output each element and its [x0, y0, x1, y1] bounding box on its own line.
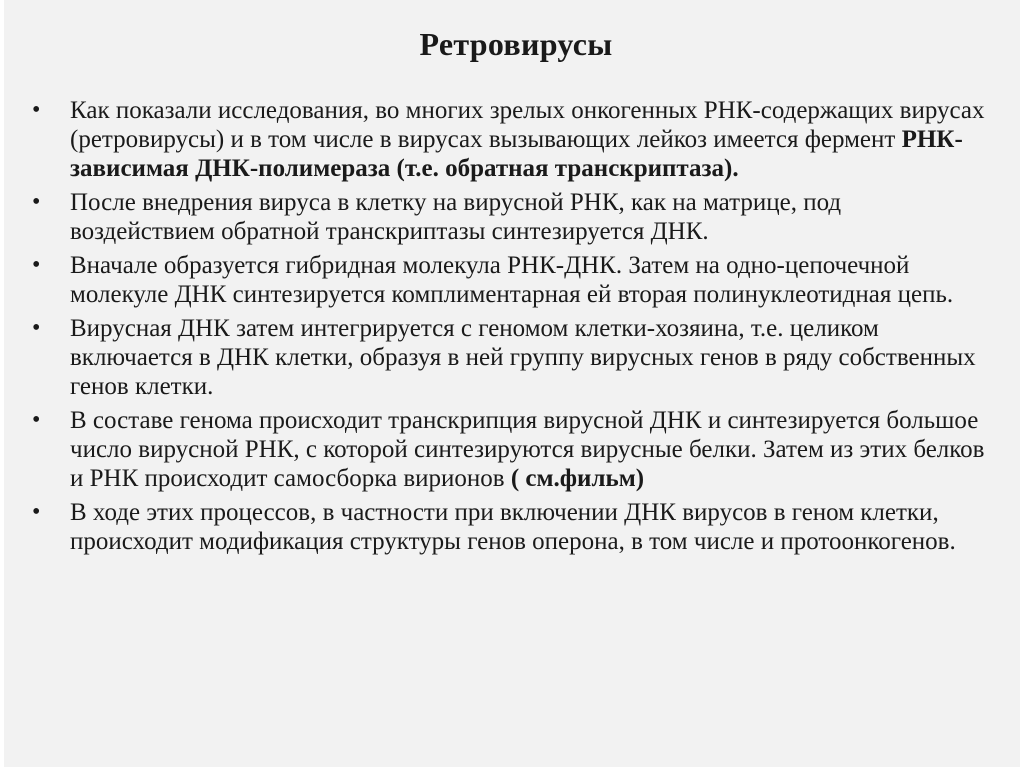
slide-title: Ретровирусы: [419, 26, 613, 62]
bullet-dot-icon: •: [32, 252, 41, 278]
bullet-list: [32, 96, 992, 561]
bullet-text: Вначале образуется гибридная молекула РНК-ДНК. Затем на одно-цепочечной молекуле ДНК синтезируется комплиментарная ей вторая полинуклеотидная цепь.: [70, 252, 954, 308]
bullet-text: Вирусная ДНК затем интегрируется с геномом клетки-хозяина, т.е. целиком включается в ДНК клетки, образуя в ней группу вирусных генов в ряду собственных генов клетки.: [70, 315, 976, 400]
bullet-item: [32, 96, 992, 183]
bullet-dot-icon: •: [32, 189, 41, 215]
bullet-item: [32, 314, 992, 401]
bullet-text: В составе генома происходит транскрипция вирусной ДНК и синтезируется большое число вирусной РНК, с которой синтезируются вирусные белки. Затем из этих белков и РНК происходит самосборка вирионов: [70, 407, 985, 492]
bullet-dot-icon: •: [32, 407, 41, 433]
bullet-dot-icon: •: [32, 315, 41, 341]
slide: [4, 0, 1020, 767]
bullet-text-bold: РНК-зависимая ДНК-полимераза (т.е. обратная транскриптаза).: [70, 126, 963, 182]
bullet-item: [32, 406, 992, 493]
bullet-text: Как показали исследования, во многих зрелых онкогенных РНК-содержащих вирусах (ретровирусы) и в том числе в вирусах вызывающих лейкоз имеется фермент: [70, 97, 985, 153]
bullet-item: [32, 188, 992, 246]
bullet-text: После внедрения вируса в клетку на вирусной РНК, как на матрице, под воздействием обратной транскриптазы синтезируется ДНК.: [70, 189, 842, 245]
bullet-text: В ходе этих процессов, в частности при включении ДНК вирусов в геном клетки, происходит модификация структуры генов оперона, в том числе и протоонкогенов.: [70, 499, 956, 555]
bullet-dot-icon: •: [32, 97, 41, 123]
bullet-dot-icon: •: [32, 499, 41, 525]
bullet-item: [32, 498, 992, 556]
bullet-item: [32, 251, 992, 309]
bullet-text-bold: ( см.фильм): [510, 465, 645, 492]
